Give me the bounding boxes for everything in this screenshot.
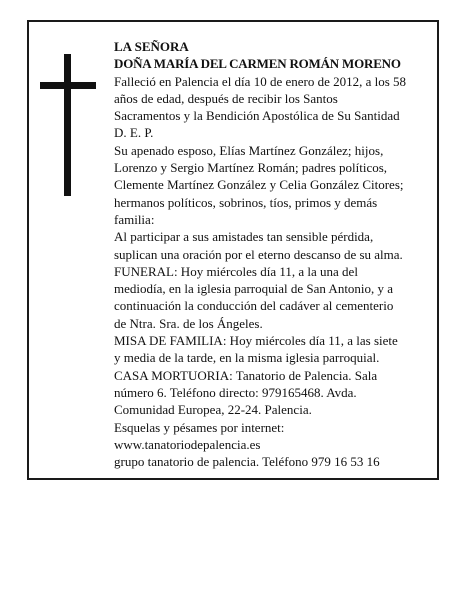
cross-horizontal-bar xyxy=(40,82,96,89)
online-condolences: Esquelas y pésames por internet: www.tanatoriodepalencia.es xyxy=(114,419,285,452)
obituary-header: LA SEÑORA xyxy=(114,39,189,54)
prayer-request: Al participar a sus amistades tan sensible pérdida, suplican una oración por el eterno descanso de su alma. xyxy=(114,229,403,262)
cross-vertical-bar xyxy=(64,54,71,196)
family-list: Su apenado esposo, Elías Martínez González; hijos, Lorenzo y Sergio Martínez Román; padres políticos, Clemente Martínez González y Celia González Citores; hermanos políticos, sobrinos, tíos, primos y demás familia: xyxy=(114,142,404,227)
deceased-name: DOÑA MARÍA DEL CARMEN ROMÁN MORENO xyxy=(114,56,401,72)
funeral-group-contact: grupo tanatorio de palencia. Teléfono 979 16 53 16 xyxy=(114,454,380,470)
obituary-text xyxy=(114,38,436,470)
funeral-info: FUNERAL: Hoy miércoles día 11, a la una del mediodía, en la iglesia parroquial de San Antonio, y a continuación la conducción del cadáver al cementerio de Ntra. Sra. de los Ángeles. xyxy=(114,263,394,331)
death-notice: Falleció en Palencia el día 10 de enero de 2012, a los 58 años de edad, después de recibir los Santos Sacramentos y la Bendición Apostólica de Su Santidad D. E. P. xyxy=(114,73,407,141)
family-mass-info: MISA DE FAMILIA: Hoy miércoles día 11, a las siete y media de la tarde, en la misma iglesia parroquial. xyxy=(114,333,398,366)
funeral-home-info: CASA MORTUORIA: Tanatorio de Palencia. Sala número 6. Teléfono directo: 979165468. Avda. Comunidad Europea, 22-24. Palencia. xyxy=(114,367,378,418)
